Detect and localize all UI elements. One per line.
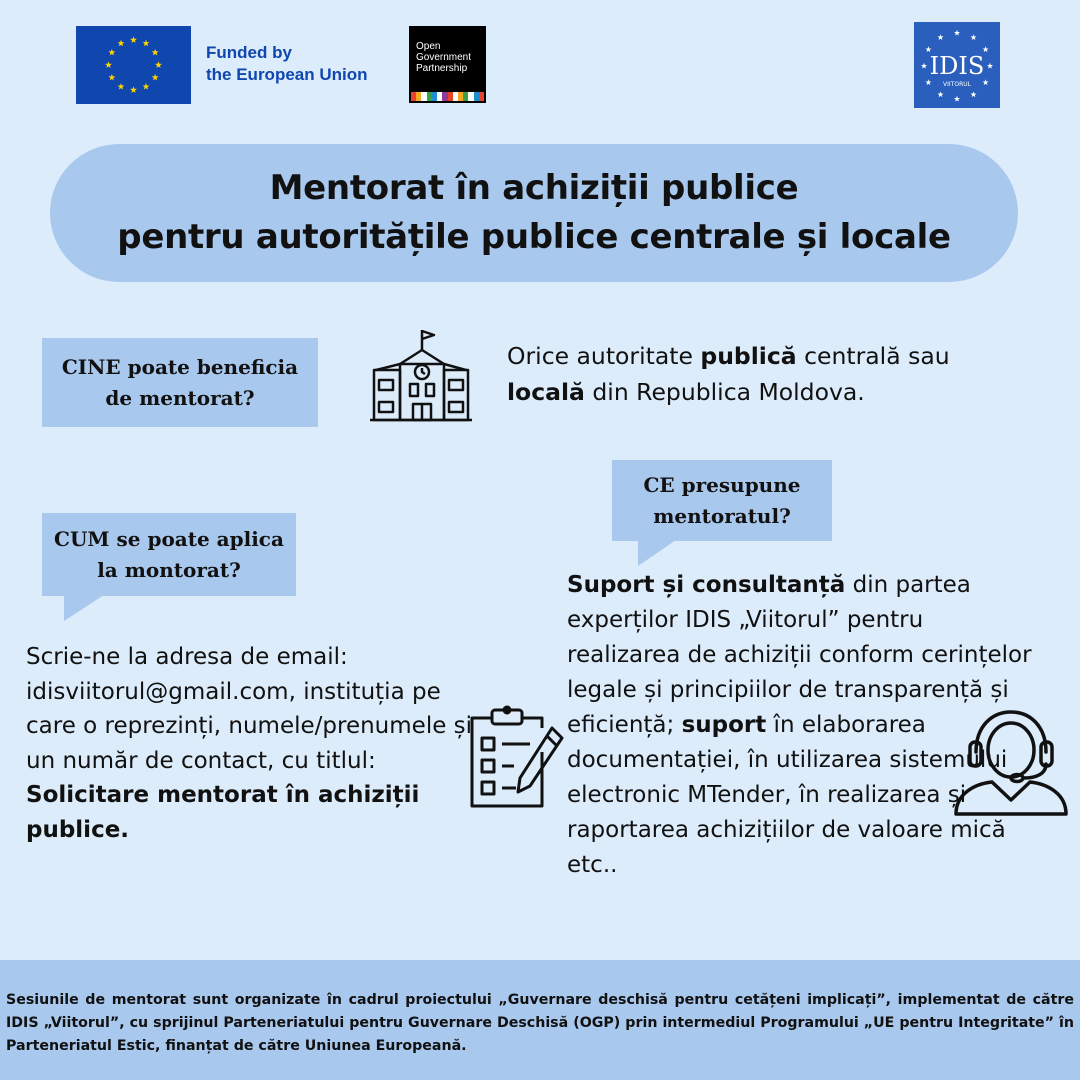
logo-star-icon xyxy=(970,91,976,97)
page-title-line-1: Mentorat în achiziții publice xyxy=(269,168,799,208)
title-banner xyxy=(50,144,1018,282)
logo-star-icon xyxy=(921,63,927,69)
logo-star-icon xyxy=(130,36,137,43)
who-answer-bold-1: publică xyxy=(700,342,797,370)
idis-logo xyxy=(914,22,1000,108)
logo-star-icon xyxy=(937,91,943,97)
ogp-color-bar xyxy=(411,92,484,101)
logo-star-icon xyxy=(108,49,115,56)
who-question-line-2: de mentorat? xyxy=(105,385,255,410)
logo-star-icon xyxy=(937,34,943,40)
who-question-box xyxy=(42,338,318,427)
logo-star-icon xyxy=(987,63,993,69)
eu-flag-icon xyxy=(76,26,191,104)
what-question-line-2: mentoratul? xyxy=(653,503,791,528)
what-question-box xyxy=(612,460,832,541)
eu-funded-text xyxy=(206,42,368,86)
logo-star-icon xyxy=(152,74,159,81)
idis-logo-text: IDIS xyxy=(929,52,985,80)
logo-star-icon xyxy=(108,74,115,81)
who-answer xyxy=(507,338,1027,410)
logo-star-icon xyxy=(130,86,137,93)
footer-banner xyxy=(0,960,1080,1080)
how-answer-bold-1: Solicitare mentorat în achiziții publice. xyxy=(26,782,420,843)
logo-star-icon xyxy=(143,83,150,90)
logo-star-icon xyxy=(983,79,989,85)
logo-star-icon xyxy=(954,30,960,36)
how-question-line-1: CUM se poate aplica xyxy=(54,526,284,551)
logo-star-icon xyxy=(954,96,960,102)
who-answer-text-2: centrală sau xyxy=(796,342,950,370)
logo-star-icon xyxy=(118,40,125,47)
school-building-icon xyxy=(370,328,472,424)
what-answer-text-2: în elaborarea documentației, în utilizarea sistemului electronic MTender, în realizarea și raportarea achizițiilor de valoare mică etc.. xyxy=(567,712,1008,878)
logo-star-icon xyxy=(152,49,159,56)
logo-star-icon xyxy=(925,79,931,85)
ogp-logo-text xyxy=(416,41,471,74)
logo-star-icon xyxy=(118,83,125,90)
what-answer-bold-1: Suport și consultanță xyxy=(567,572,846,598)
logo-star-icon xyxy=(143,40,150,47)
what-answer-bold-2: suport xyxy=(681,712,767,738)
clipboard-checklist-icon xyxy=(468,704,568,812)
who-question-line-1: CINE poate beneficia xyxy=(61,354,299,379)
what-question-tail xyxy=(638,540,676,566)
how-question-box xyxy=(42,513,296,596)
logo-star-icon xyxy=(970,34,976,40)
eu-funded-line-2: the European Union xyxy=(206,65,368,84)
what-question-line-1: CE presupune xyxy=(643,472,801,497)
ogp-logo xyxy=(409,26,486,103)
ogp-line-2: Government xyxy=(416,52,472,63)
how-answer-text-1: Scrie-ne la adresa de email: idisviitorul@gmail.com, instituția pe care o reprezinți, numele/prenumele și un număr de contact, cu titlul: xyxy=(26,644,473,774)
page-title-line-2: pentru autoritățile publice centrale și locale xyxy=(117,217,951,257)
how-answer xyxy=(26,640,496,847)
what-answer-text-1: din partea experților IDIS „Viitorul” pentru realizarea de achiziții conform cerințelor legale și principiilor de transparență și eficiență; xyxy=(567,572,1032,738)
how-question-line-2: la montorat? xyxy=(97,557,241,582)
ogp-line-1: Open xyxy=(416,41,441,52)
who-answer-text-3: din Republica Moldova. xyxy=(584,378,865,406)
support-agent-headset-icon xyxy=(952,708,1070,818)
who-answer-bold-2: locală xyxy=(507,378,585,406)
who-answer-text-1: Orice autoritate xyxy=(507,342,701,370)
how-question-tail xyxy=(64,595,104,621)
logo-star-icon xyxy=(155,61,162,68)
logo-star-icon xyxy=(105,61,112,68)
footer-text: Sesiunile de mentorat sunt organizate în cadrul proiectului „Guvernare deschisă pentru cetățeni implicați”, implementat de către IDIS „Viitorul”, cu sprijinul Parteneriatului pentru Guvernare Deschisă (OGP) prin intermediul Programului „UE pentru Integritate” în Parteneriatul Estic, finanțat de către Uniunea Europeană. xyxy=(6,992,1074,1054)
eu-funded-line-1: Funded by xyxy=(206,43,292,62)
idis-logo-subtext: VIITORUL xyxy=(943,81,971,88)
ogp-line-3: Partnership xyxy=(416,63,468,74)
